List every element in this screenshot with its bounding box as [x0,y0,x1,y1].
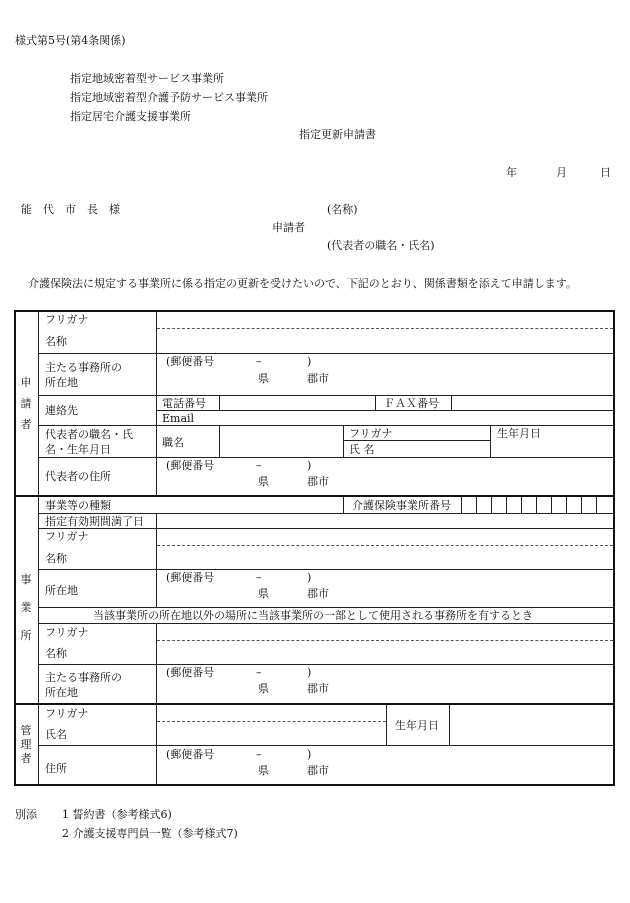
applicant-furigana-label: フリガナ [45,313,89,326]
office-name-label: 名称 [45,552,67,565]
contact-label: 連絡先 [45,404,78,417]
prefecture-label: 県 [258,372,269,385]
table-border-right [613,310,615,786]
city-label: 郡市 [307,682,329,695]
prefecture-label: 県 [258,682,269,695]
office-location-label: 所在地 [45,584,78,597]
postal-label: (郵便番号 [166,571,215,584]
rep-birth-label: 生年月日 [497,427,541,440]
col-line [219,396,220,410]
col-line [375,396,376,410]
postal-close: ) [307,666,312,679]
job-title-label: 職名 [162,436,184,449]
col-line [490,426,491,457]
dash-line [157,328,613,329]
email-label: Email [162,412,195,425]
phone-label: 電話番号 [162,397,206,410]
attachments-label: 別添 [15,808,37,821]
manager-birth-label: 生年月日 [395,719,439,732]
postal-dash: – [256,571,262,584]
dash-line [157,721,386,722]
heading-line-1: 指定地域密着型サービス事業所 [70,72,224,85]
label-col-line-1 [156,311,157,496]
row-line [39,664,613,665]
office-furigana-label: フリガナ [45,530,89,543]
date-month: 月 [556,166,567,179]
postal-label: (郵便番号 [166,666,215,679]
postal-dash: – [256,459,262,472]
number-box-line [521,497,522,513]
insurance-number-label: 介護保険事業所番号 [352,499,451,512]
col-line [219,426,220,457]
row-line [39,623,613,624]
heading-line-3: 指定居宅介護支援事業所 [70,110,191,123]
table-border-left [14,310,16,786]
row-line [39,569,613,570]
fax-label: ＦＡＸ番号 [384,397,439,410]
expiry-label: 指定有効期間満了日 [45,515,144,528]
postal-dash: – [256,666,262,679]
label-col-line-3 [156,624,157,785]
date-day: 日 [600,166,611,179]
city-label: 郡市 [307,475,329,488]
main-office-label-1: 主たる事務所の [45,361,122,374]
postal-label: (郵便番号 [166,748,215,761]
row-line [39,528,613,529]
other-furigana-label: フリガナ [45,626,89,639]
number-box-line [506,497,507,513]
manager-furigana-label: フリガナ [45,707,89,720]
attachment-item-1: 1 誓約書（参考様式6) [62,808,172,821]
applicant-label: 申請者 [272,221,305,234]
other-main-office-label-2: 所在地 [45,686,78,699]
row-line [39,425,613,426]
postal-dash: – [256,355,262,368]
col-line [451,396,452,410]
row-line [39,353,613,354]
main-office-label-2: 所在地 [45,376,78,389]
col-line [343,426,344,457]
applicant-name-field-label: 名称 [45,335,67,348]
dash-line [157,545,613,546]
business-type-label: 事業等の種類 [45,499,111,512]
rep-title-label-2: 名・生年月日 [45,443,111,456]
manager-address-label: 住所 [45,762,67,775]
intro-text: 介護保険法に規定する事業所に係る指定の更新を受けたいので、下記のとおり、関係書類を添えて申請します。 [28,277,577,290]
other-name-label: 名称 [45,647,67,660]
city-label: 郡市 [307,587,329,600]
rep-furigana-label: フリガナ [349,427,393,440]
postal-label: (郵便番号 [166,355,215,368]
prefecture-label: 県 [258,587,269,600]
manager-name-label: 氏名 [45,728,67,741]
section-label-manager: 管理者 [20,724,32,765]
section-label-applicant: 申請者 [20,376,32,431]
postal-label: (郵便番号 [166,459,215,472]
other-office-note: 当該事業所の所在地以外の場所に当該事業所の一部として使用される事務所を有するとき [93,609,533,622]
postal-close: ) [307,355,312,368]
row-line [39,513,613,514]
number-box-line [536,497,537,513]
col-line [386,705,387,745]
prefecture-label: 県 [258,475,269,488]
rep-address-label: 代表者の住所 [45,470,111,483]
number-box-line [551,497,552,513]
row-line [39,607,613,608]
postal-close: ) [307,571,312,584]
table-border-bottom [14,784,615,786]
row-line [344,440,490,441]
rep-title-label-1: 代表者の職名・氏 [45,428,133,441]
other-main-office-label-1: 主たる事務所の [45,671,122,684]
table-border-top [14,310,615,312]
city-label: 郡市 [307,372,329,385]
number-box-line [491,497,492,513]
number-box-line [596,497,597,513]
col-line [343,497,344,513]
applicant-rep-label: (代表者の職名・氏名) [327,239,435,252]
col-line [461,497,462,513]
page-title: 指定更新申請書 [299,128,376,141]
attachment-item-2: 2 介護支援専門員一覧（参考様式7) [62,827,238,840]
prefecture-label: 県 [258,764,269,777]
dash-line [157,640,613,641]
postal-close: ) [307,748,312,761]
row-line [39,395,613,396]
date-year: 年 [506,166,517,179]
section-column-line [38,311,39,785]
col-line [449,705,450,745]
city-label: 郡市 [307,764,329,777]
postal-dash: – [256,748,262,761]
heading-line-2: 指定地域密着型介護予防サービス事業所 [70,91,268,104]
row-line [39,457,613,458]
rep-full-name-label: 氏 名 [349,443,375,456]
postal-close: ) [307,459,312,472]
section-divider-2 [14,703,615,705]
addressee: 能 代 市 長 様 [21,203,120,216]
number-box-line [476,497,477,513]
row-line [157,410,613,411]
applicant-name-label: (名称) [327,203,358,216]
section-divider-1 [14,495,615,497]
number-box-line [566,497,567,513]
row-line [39,745,613,746]
form-number: 様式第5号(第4条関係) [15,34,126,47]
section-label-office: 事業所 [20,573,32,642]
number-box-line [581,497,582,513]
